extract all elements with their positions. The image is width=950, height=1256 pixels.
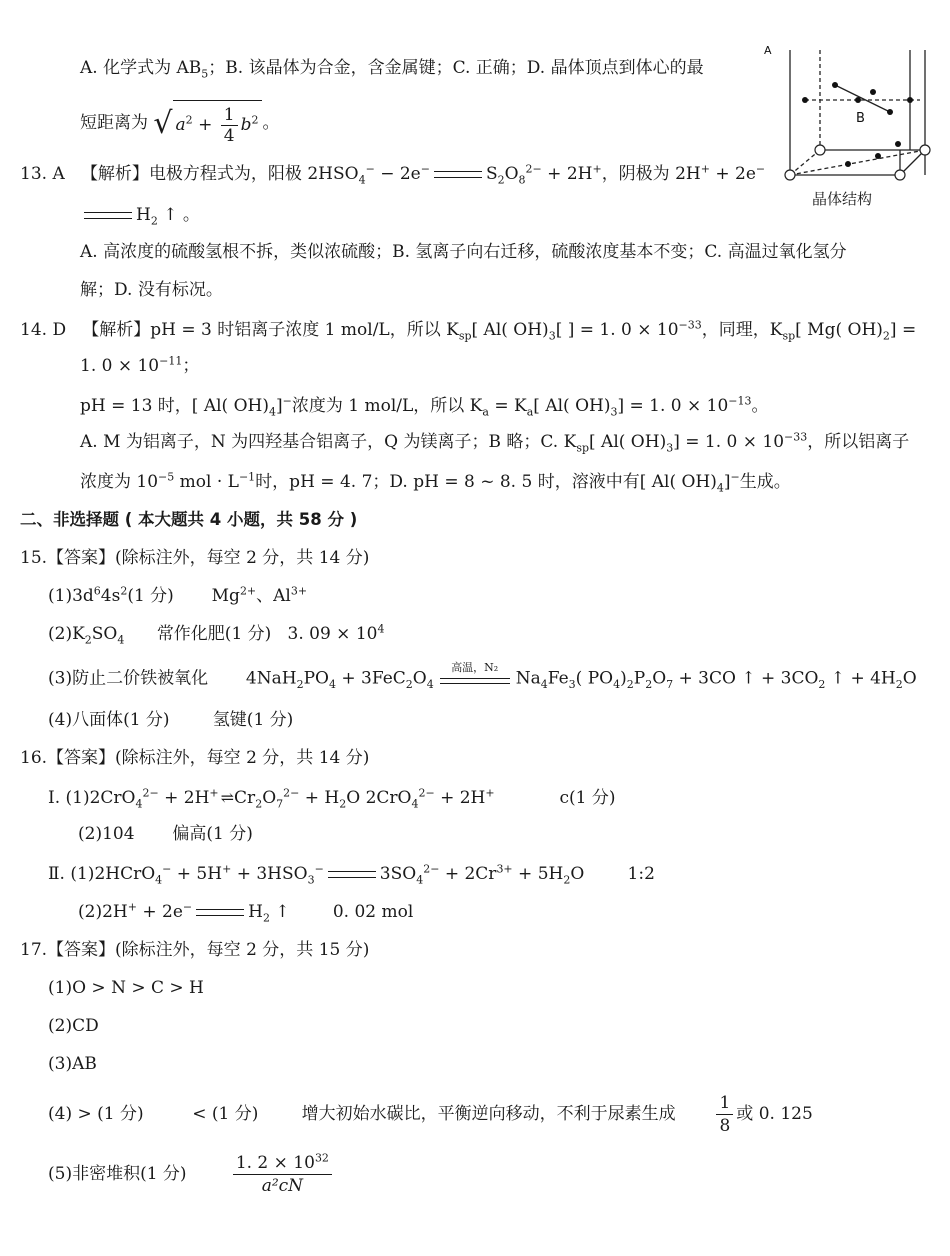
reaction-condition: 高温，N₂: [440, 664, 510, 694]
q12-line1: A. 化学式为 $AB_5$；B. 该晶体为合金，含金属键；C. 正确；D. 晶体顶点到体心的最: [80, 58, 704, 81]
q17-line2: (2)CD: [48, 1016, 99, 1036]
section-2-heading: 二、非选择题 ( 本大题共 4 小题，共 58 分 ): [20, 510, 358, 529]
q15-line4: (4)八面体(1 分) 氢键(1 分): [48, 710, 294, 730]
q17-line3: (3)AB: [48, 1054, 97, 1074]
q15-line3: (3)防止二价铁被氧化 $4NaH_2PO_4 + 3FeC_2O_4$ 高温，N₂ $Na_4Fe_3$( $PO_4)_2P_2O_7 + 3CO$ ↑ + $3CO_2$ ↑ + $4H_2O$: [48, 664, 917, 694]
q17-line4: (4) > (1 分) < (1 分) 增大初始水碳比，平衡逆向移动，不利于尿素生成 $\frac{1}{8}$ 或 0. 125: [48, 1093, 813, 1136]
q17-line1: (1)O > N > C > H: [48, 978, 204, 998]
figure-caption: 晶体结构: [812, 190, 873, 208]
q13-analysis2: 解；D. 没有标况。: [80, 280, 223, 300]
q13-line1: 13. A 【解析】电极方程式为，阳极 $2HSO_4^- - 2e^-$ $S_2O_8^{2-} + 2H^+$，阴极为 2H+ + 2e−: [20, 162, 766, 187]
q15-line1: $(1)3d^64s^2(1$ 分) $Mg^{2+}$、$Al^{3+}$: [48, 584, 308, 606]
label-b: B: [856, 111, 865, 126]
label-a: A: [764, 44, 772, 57]
q13-line2: $H_2$ ↑ 。: [80, 203, 200, 227]
q14-line3: pH = 13 时，[ Al( $OH)_4]^-$浓度为 1 mol/L，所以 $K_a = K_a$[ Al( $OH)_3] = 1$. $0 \times 10^{-13}$。: [80, 394, 769, 419]
q14-line5: 浓度为 $10^{-5}$ mol · $L^{-1}$时，pH = 4. 7；D. pH = 8 ~ 8. 5 时，溶液中有[ Al( $OH)_4]^-$生成。: [80, 470, 791, 495]
q13-analysis1: A. 高浓度的硫酸氢根不拆，类似浓硫酸；B. 氢离子向右迁移，硫酸浓度基本不变；C. 高温过氧化氢分: [80, 242, 847, 262]
q14-line1: 14. D 【解析】pH = 3 时铝离子浓度 1 mol/L，所以 $K_{sp}$[ Al( $OH)_3$[ ] = 1. $0 \times 10^{-33}$，同理，$K_{sp}$[ Mg( $OH)_2$] =: [20, 318, 917, 343]
q12-line2: 短距离为 √ $a^2$ + $\frac{1}{4}$ $b^2$ 。: [80, 100, 279, 147]
sqrt-expression: √ $a^2$ + $\frac{1}{4}$ $b^2$: [153, 100, 262, 147]
q14-line4: A. M 为铝离子，N 为四羟基合铝离子，Q 为镁离子；B 略；C. $K_{sp}$[ Al( $OH)_3] = 1$. $0 \times 10^{-33}$，所以铝离子: [80, 430, 910, 455]
q17-line5: (5)非密堆积(1 分) $\frac{1. 2 \times 10^{32}}{\text{a²cN}}$: [48, 1150, 335, 1198]
q16-ii-line1: Ⅱ. (1)2HCrO$_4$− + $5H^+ + 3HSO_3^-$ $3SO_4^{2-} + 2Cr^{3+} + 5H_2O$ 1:2: [48, 862, 655, 887]
q16-i-line1: Ⅰ. (1)2CrO$_4^{2-}$ + 2H+ ⇌ $Cr_2O_7^{2-} + H_2O$ 2CrO$_4^{2-}$ + 2H+ c(1 分): [48, 786, 616, 811]
q15-line2: $(2)K_2SO_4$ 常作化肥(1 分) 3. $09 \times 10^4$: [48, 622, 385, 647]
q16-header: 16.【答案】(除标注外，每空 2 分，共 14 分): [20, 748, 370, 768]
crystal-structure-figure: [760, 40, 950, 210]
q14-line2: 1. $0 \times 10^{-11}$；: [80, 354, 200, 376]
density-fraction: $\frac{1. 2 \times 10^{32}}{\text{a²cN}}$: [233, 1152, 332, 1197]
q16-i-line2: (2)104 偏高(1 分): [78, 824, 253, 844]
q15-header: 15.【答案】(除标注外，每空 2 分，共 14 分): [20, 548, 370, 568]
crystal-structure-diagram: [760, 40, 950, 200]
fraction-one-eighth: $\frac{1}{8}$: [716, 1092, 733, 1137]
q17-header: 17.【答案】(除标注外，每空 2 分，共 15 分): [20, 940, 370, 960]
q16-ii-line2: (2)2H+ + 2e− $H_2$ ↑ 0. 02 mol: [78, 900, 414, 925]
